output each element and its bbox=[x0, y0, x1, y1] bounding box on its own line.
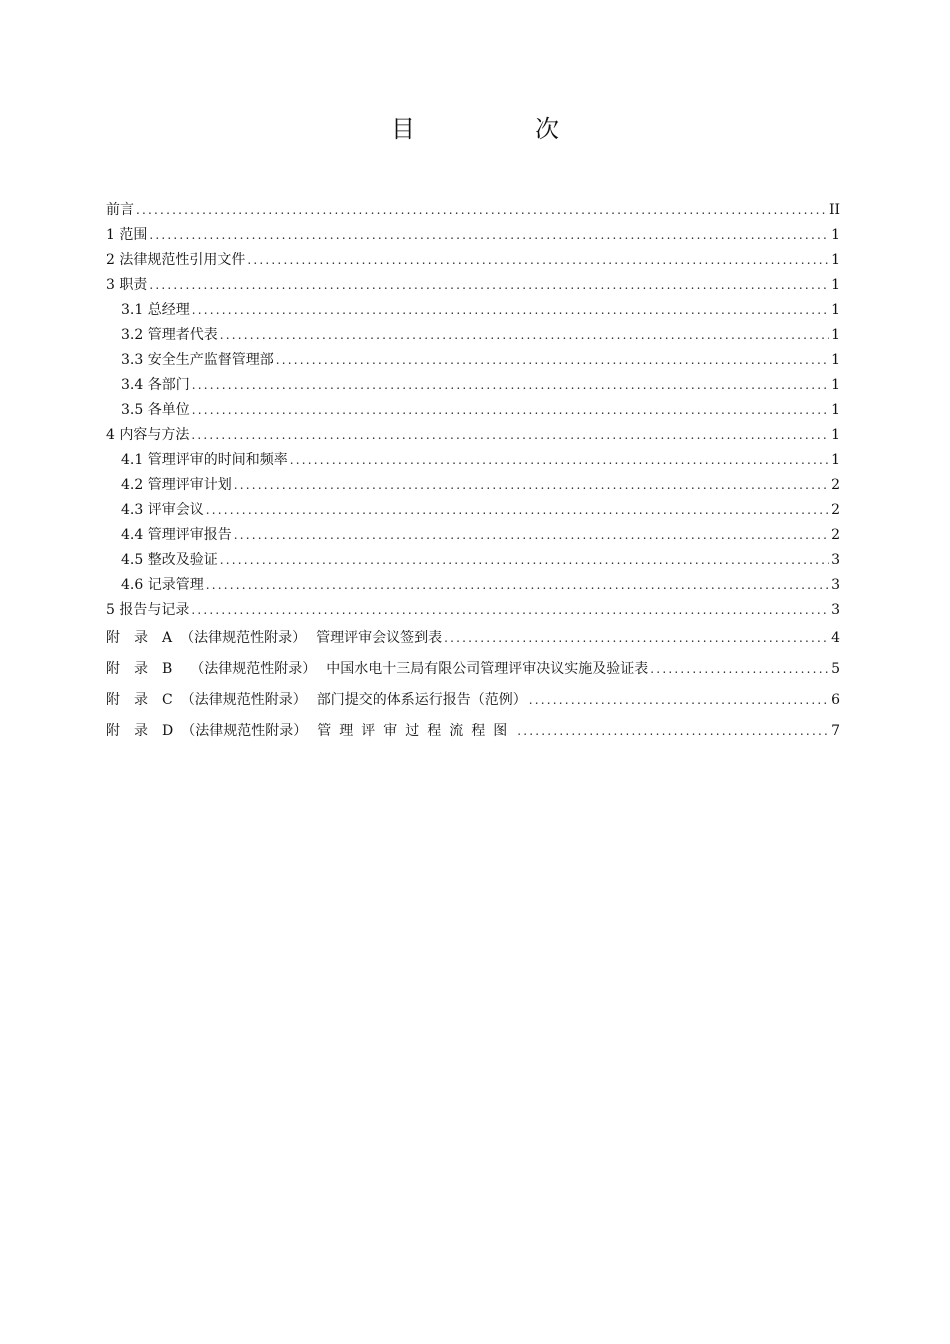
toc-entry-preface[interactable] bbox=[106, 198, 840, 223]
toc-entry-label: 5 报告与记录 bbox=[106, 602, 190, 618]
appendix-name: 中国水电十三局有限公司管理评审决议实施及验证表 bbox=[326, 661, 649, 677]
dot-leader bbox=[517, 716, 829, 747]
toc-entry-label: 1 范围 bbox=[106, 227, 148, 243]
toc-entry-3-3[interactable] bbox=[106, 348, 840, 373]
toc-appendix-d[interactable] bbox=[106, 716, 840, 747]
toc-entry-label: 3.3 安全生产监督管理部 bbox=[121, 352, 274, 368]
toc-entry-page: 2 bbox=[831, 527, 840, 543]
toc-entry-label: 2 法律规范性引用文件 bbox=[106, 252, 246, 268]
toc-entry-label: 3.5 各单位 bbox=[121, 402, 190, 418]
appendix-prefix: 附 录 D bbox=[106, 723, 174, 739]
toc-entry-page: 1 bbox=[831, 352, 840, 368]
dot-leader bbox=[136, 198, 827, 223]
toc-entry-3-4[interactable] bbox=[106, 373, 840, 398]
dot-leader bbox=[290, 448, 829, 473]
toc-appendix-c[interactable] bbox=[106, 685, 840, 716]
toc-entry-4-2[interactable] bbox=[106, 473, 840, 498]
dot-leader bbox=[247, 248, 829, 273]
toc-entry-4-1[interactable] bbox=[106, 448, 840, 473]
toc-entry-4-6[interactable] bbox=[106, 573, 840, 598]
toc-entry-3-5[interactable] bbox=[106, 398, 840, 423]
toc-entry-1[interactable] bbox=[106, 223, 840, 248]
toc-entry-page: 3 bbox=[831, 602, 840, 618]
toc-entry-3-2[interactable] bbox=[106, 323, 840, 348]
toc-entry-page: 1 bbox=[831, 327, 840, 343]
toc-entry-4-5[interactable] bbox=[106, 548, 840, 573]
dot-leader bbox=[444, 623, 829, 654]
toc-entry-page: 1 bbox=[831, 402, 840, 418]
dot-leader bbox=[234, 523, 829, 548]
toc-entry-label: 4.3 评审会议 bbox=[121, 502, 204, 518]
appendix-type: （法律规范性附录） bbox=[180, 630, 307, 646]
toc-entry-label: 4 内容与方法 bbox=[106, 427, 190, 443]
toc-entry-3[interactable] bbox=[106, 273, 840, 298]
toc-entry-page: 3 bbox=[831, 577, 840, 593]
dot-leader bbox=[220, 323, 829, 348]
dot-leader bbox=[192, 398, 829, 423]
toc-entry-4-3[interactable] bbox=[106, 498, 840, 523]
dot-leader bbox=[206, 498, 829, 523]
dot-leader bbox=[206, 573, 829, 598]
appendix-type: （法律规范性附录） bbox=[180, 692, 307, 708]
toc-appendix-a[interactable] bbox=[106, 623, 840, 654]
dot-leader bbox=[191, 598, 829, 623]
toc-entry-label: 3.2 管理者代表 bbox=[121, 327, 218, 343]
toc-entry-page: 4 bbox=[831, 630, 840, 646]
toc-entry-2[interactable] bbox=[106, 248, 840, 273]
toc-entry-label: 3 职责 bbox=[106, 277, 148, 293]
toc-entry-4-4[interactable] bbox=[106, 523, 840, 548]
toc-entry-label: 3.1 总经理 bbox=[121, 302, 190, 318]
toc-entry-page: 1 bbox=[831, 277, 840, 293]
toc-entry-page: 1 bbox=[831, 377, 840, 393]
appendix-name: 管理评审过程流程图 bbox=[317, 723, 516, 739]
page-title: 目 次 bbox=[391, 115, 607, 143]
appendix-name: 部门提交的体系运行报告（范例） bbox=[316, 692, 527, 708]
dot-leader bbox=[220, 548, 829, 573]
toc-entry-page: II bbox=[828, 202, 840, 218]
toc-entry-page: 1 bbox=[831, 227, 840, 243]
table-of-contents bbox=[106, 198, 840, 747]
toc-entry-page: 3 bbox=[831, 552, 840, 568]
dot-leader bbox=[276, 348, 829, 373]
toc-entry-page: 1 bbox=[831, 302, 840, 318]
toc-entry-3-1[interactable] bbox=[106, 298, 840, 323]
toc-entry-page: 1 bbox=[831, 252, 840, 268]
dot-leader bbox=[191, 423, 829, 448]
dot-leader bbox=[149, 223, 829, 248]
toc-entry-label: 前言 bbox=[106, 202, 134, 218]
toc-entry-page: 6 bbox=[831, 692, 840, 708]
appendix-type: （法律规范性附录） bbox=[181, 723, 308, 739]
toc-entry-label: 3.4 各部门 bbox=[121, 377, 190, 393]
toc-entry-label: 4.1 管理评审的时间和频率 bbox=[121, 452, 288, 468]
appendix-type: （法律规范性附录） bbox=[190, 661, 317, 677]
toc-appendix-b[interactable] bbox=[106, 654, 840, 685]
appendix-prefix: 附 录 A bbox=[106, 630, 173, 646]
dot-leader bbox=[529, 685, 829, 716]
toc-entry-page: 7 bbox=[831, 723, 840, 739]
toc-entry-label: 4.6 记录管理 bbox=[121, 577, 204, 593]
toc-entry-label: 4.5 整改及验证 bbox=[121, 552, 218, 568]
toc-entry-page: 1 bbox=[831, 427, 840, 443]
toc-entry-4[interactable] bbox=[106, 423, 840, 448]
dot-leader bbox=[192, 298, 829, 323]
toc-entry-label: 4.2 管理评审计划 bbox=[121, 477, 232, 493]
toc-entry-page: 2 bbox=[831, 477, 840, 493]
dot-leader bbox=[149, 273, 829, 298]
toc-entry-5[interactable] bbox=[106, 598, 840, 623]
appendix-prefix: 附 录 C bbox=[106, 692, 173, 708]
dot-leader bbox=[234, 473, 829, 498]
toc-entry-page: 2 bbox=[831, 502, 840, 518]
toc-entry-label: 4.4 管理评审报告 bbox=[121, 527, 232, 543]
appendix-prefix: 附 录 B bbox=[106, 661, 173, 677]
dot-leader bbox=[192, 373, 829, 398]
toc-entry-page: 1 bbox=[831, 452, 840, 468]
dot-leader bbox=[650, 654, 829, 685]
toc-entry-page: 5 bbox=[831, 661, 840, 677]
appendix-name: 管理评审会议签到表 bbox=[316, 630, 443, 646]
